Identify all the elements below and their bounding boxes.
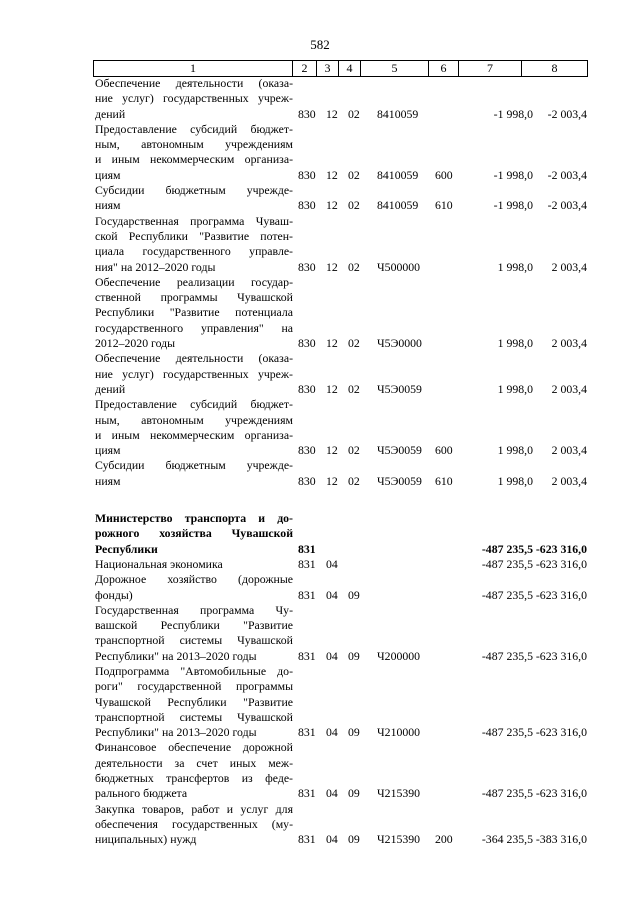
row-name-line: Обеспечение деятельности (оказа- <box>95 76 293 90</box>
cell-c7: -487 235,5 <box>481 556 533 571</box>
table-row <box>95 511 590 557</box>
row-name-line: Субсидии бюджетным учрежде- <box>95 183 293 198</box>
header-col-4: 4 <box>339 61 361 76</box>
row-name-line: роги" государственной программы <box>95 679 293 694</box>
cell-c2: 831 <box>298 541 316 556</box>
row-name-line: ской Республики "Развитие потен- <box>95 228 293 243</box>
header-col-7: 7 <box>459 61 522 76</box>
cell-c2: 830 <box>298 443 316 458</box>
cell-c3: 12 <box>326 443 338 458</box>
cell-c5: 8410059 <box>377 106 419 121</box>
row-name-line: циям <box>95 443 121 458</box>
cell-c8: 2 003,4 <box>551 336 587 351</box>
row-name <box>95 214 293 275</box>
row-name-line: Обеспечение реализации государ- <box>95 274 293 289</box>
cell-c2: 831 <box>298 832 316 847</box>
cell-c4: 09 <box>348 587 360 602</box>
cell-c4: 02 <box>348 443 360 458</box>
row-name-line: ниципальных) нужд <box>95 832 197 847</box>
cell-c6: 600 <box>435 167 453 182</box>
table-row <box>95 572 590 603</box>
cell-c8: -383 316,0 <box>535 832 587 847</box>
cell-c7: -1 998,0 <box>493 106 533 121</box>
row-name-line: Государственная программа Чу- <box>95 602 293 617</box>
cell-c2: 830 <box>298 336 316 351</box>
cell-c3: 12 <box>326 167 338 182</box>
row-name-line: Министерство транспорта и до- <box>95 511 293 526</box>
cell-c3: 04 <box>326 556 338 571</box>
row-name-line: и иным некоммерческим организа- <box>95 152 293 167</box>
table-row <box>95 557 590 572</box>
cell-c7: -364 235,5 <box>481 832 533 847</box>
cell-c5: Ч500000 <box>377 259 421 274</box>
cell-c8: -623 316,0 <box>535 786 587 801</box>
cell-c4: 02 <box>348 259 360 274</box>
cell-c7: -487 235,5 <box>481 648 533 663</box>
header-col-8: 8 <box>551 61 558 75</box>
cell-c3: 04 <box>326 725 338 740</box>
row-name-line: Финансовое обеспечение дорожной <box>95 740 293 755</box>
cell-c4: 02 <box>348 473 360 488</box>
cell-c8: -623 316,0 <box>535 587 587 602</box>
table-row <box>95 351 590 397</box>
header-col-3: 3 <box>317 61 339 76</box>
cell-c8: -2 003,4 <box>547 106 587 121</box>
row-name-line: ным, автономным учреждениям <box>95 137 293 152</box>
row-name-line: Субсидии бюджетным учрежде- <box>95 458 293 473</box>
cell-c7: -487 235,5 <box>481 725 533 740</box>
row-name <box>95 740 293 801</box>
row-name-line: ным, автономным учреждениям <box>95 412 293 427</box>
cell-c3: 12 <box>326 473 338 488</box>
row-name-line: фонды) <box>95 587 133 602</box>
row-name <box>95 664 293 740</box>
cell-c7: 1 998,0 <box>497 381 533 396</box>
cell-c8: -2 003,4 <box>547 198 587 213</box>
header-col-6: 6 <box>429 61 459 76</box>
row-name <box>95 802 293 848</box>
cell-c7: 1 998,0 <box>497 259 533 274</box>
cell-c6: 610 <box>435 473 453 488</box>
row-name <box>95 397 293 458</box>
cell-c5: Ч5Э0059 <box>377 473 422 488</box>
cell-c6: 200 <box>435 832 453 847</box>
row-name <box>95 603 293 664</box>
table-row <box>95 664 590 740</box>
cell-c5: Ч5Э0000 <box>377 336 422 351</box>
cell-c4: 09 <box>348 648 360 663</box>
cell-c4: 09 <box>348 725 360 740</box>
table-row <box>95 603 590 664</box>
cell-c4: 02 <box>348 381 360 396</box>
cell-c2: 830 <box>298 106 316 121</box>
table-row <box>95 397 590 458</box>
cell-c2: 831 <box>298 648 316 663</box>
row-name <box>95 572 293 603</box>
cell-c8: 2 003,4 <box>551 473 587 488</box>
cell-c3: 04 <box>326 587 338 602</box>
cell-c4: 09 <box>348 832 360 847</box>
cell-c8: -623 316,0 <box>535 541 587 556</box>
row-name <box>95 351 293 397</box>
cell-c7: -1 998,0 <box>493 167 533 182</box>
cell-c5: Ч5Э0059 <box>377 381 422 396</box>
cell-c8: -623 316,0 <box>535 556 587 571</box>
row-name <box>95 275 293 351</box>
cell-c3: 12 <box>326 336 338 351</box>
row-name-line: деятельности за счет иных меж- <box>95 755 293 770</box>
cell-c3: 12 <box>326 381 338 396</box>
cell-c2: 830 <box>298 167 316 182</box>
row-name-line: ние услуг) государственных учреж- <box>95 366 293 381</box>
row-name-line: и иным некоммерческим организа- <box>95 427 293 442</box>
cell-c2: 831 <box>298 786 316 801</box>
table-body <box>95 76 590 848</box>
table-row <box>95 214 590 275</box>
table-row <box>95 802 590 848</box>
cell-c2: 831 <box>298 556 316 571</box>
row-name-line: ния" на 2012–2020 годы <box>95 259 216 274</box>
cell-c7: -487 235,5 <box>481 786 533 801</box>
row-name <box>95 122 293 183</box>
cell-c4: 02 <box>348 336 360 351</box>
cell-c2: 831 <box>298 725 316 740</box>
row-name-line: Закупка товаров, работ и услуг для <box>95 801 293 816</box>
cell-c8: -2 003,4 <box>547 167 587 182</box>
table-row <box>95 76 590 122</box>
row-name-line: циала государственного управле- <box>95 244 293 259</box>
cell-c7: -487 235,5 <box>481 587 533 602</box>
cell-c3: 12 <box>326 198 338 213</box>
row-name-line: Подпрограмма "Автомобильные до- <box>95 663 293 678</box>
cell-c6: 610 <box>435 198 453 213</box>
section-spacer <box>95 489 590 511</box>
cell-c8: 2 003,4 <box>551 443 587 458</box>
cell-c7: -487 235,5 <box>481 541 533 556</box>
cell-c2: 830 <box>298 198 316 213</box>
cell-c5: Ч215390 <box>377 786 421 801</box>
row-name <box>95 511 293 557</box>
row-name-line: ние услуг) государственных учреж- <box>95 91 293 106</box>
row-name-line: рального бюджета <box>95 786 188 801</box>
row-name-line: вашской Республики "Развитие <box>95 618 293 633</box>
cell-c8: 2 003,4 <box>551 259 587 274</box>
row-name <box>95 557 293 572</box>
header-col-5: 5 <box>361 61 429 76</box>
row-name-line: Республики <box>95 541 158 556</box>
cell-c4: 02 <box>348 167 360 182</box>
row-name-line: Предоставление субсидий бюджет- <box>95 121 293 136</box>
cell-c4: 09 <box>348 786 360 801</box>
cell-c5: 8410059 <box>377 167 419 182</box>
cell-c5: Ч200000 <box>377 648 421 663</box>
cell-c3: 04 <box>326 786 338 801</box>
cell-c4: 02 <box>348 106 360 121</box>
row-name-line: транспортной системы Чувашской <box>95 709 293 724</box>
cell-c4: 02 <box>348 198 360 213</box>
table-row <box>95 183 590 214</box>
row-name <box>95 76 293 122</box>
row-name-line: Чувашской Республики "Развитие <box>95 694 293 709</box>
cell-c2: 830 <box>298 473 316 488</box>
row-name-line: Республики" на 2013–2020 годы <box>95 648 257 663</box>
cell-c7: 1 998,0 <box>497 473 533 488</box>
row-name-line: Государственная программа Чуваш- <box>95 213 293 228</box>
cell-c5: Ч5Э0059 <box>377 443 422 458</box>
table-row <box>95 458 590 489</box>
row-name-line: транспортной системы Чувашской <box>95 633 293 648</box>
page-number: 582 <box>310 37 330 52</box>
cell-c7: 1 998,0 <box>497 443 533 458</box>
row-name-line: ственной программы Чувашской <box>95 290 293 305</box>
row-name-line: Республики "Развитие потенциала <box>95 305 293 320</box>
row-name-line: ниям <box>95 198 121 213</box>
row-name-line: ниям <box>95 473 121 488</box>
table-row <box>95 275 590 351</box>
cell-c3: 12 <box>326 259 338 274</box>
row-name-line: Национальная экономика <box>95 556 223 571</box>
row-name-line: Предоставление субсидий бюджет- <box>95 397 293 412</box>
row-name-line: Обеспечение деятельности (оказа- <box>95 351 293 366</box>
cell-c5: 8410059 <box>377 198 419 213</box>
row-name-line: дений <box>95 381 126 396</box>
cell-c2: 830 <box>298 381 316 396</box>
cell-c6: 600 <box>435 443 453 458</box>
table-row <box>95 740 590 801</box>
row-name <box>95 458 293 489</box>
cell-c3: 04 <box>326 832 338 847</box>
row-name-line: рожного хозяйства Чувашской <box>95 526 293 541</box>
row-name-line: обеспечения государственных (му- <box>95 816 293 831</box>
row-name-line: циям <box>95 167 121 182</box>
header-col-2: 2 <box>293 61 317 76</box>
row-name-line: государственного управления" на <box>95 320 293 335</box>
cell-c8: -623 316,0 <box>535 725 587 740</box>
cell-c2: 831 <box>298 587 316 602</box>
cell-c8: -623 316,0 <box>535 648 587 663</box>
row-name-line: бюджетных трансфертов из феде- <box>95 771 293 786</box>
row-name-line: Республики" на 2013–2020 годы <box>95 725 257 740</box>
row-name-line: Дорожное хозяйство (дорожные <box>95 572 293 587</box>
row-name-line: дений <box>95 106 126 121</box>
cell-c7: 1 998,0 <box>497 336 533 351</box>
row-name <box>95 183 293 214</box>
cell-c3: 12 <box>326 106 338 121</box>
cell-c3: 04 <box>326 648 338 663</box>
table-row <box>95 122 590 183</box>
table-header <box>93 60 588 77</box>
cell-c8: 2 003,4 <box>551 381 587 396</box>
row-name-line: 2012–2020 годы <box>95 336 176 351</box>
header-col-1: 1 <box>94 61 293 76</box>
cell-c7: -1 998,0 <box>493 198 533 213</box>
cell-c2: 830 <box>298 259 316 274</box>
cell-c5: Ч210000 <box>377 725 421 740</box>
cell-c5: Ч215390 <box>377 832 421 847</box>
